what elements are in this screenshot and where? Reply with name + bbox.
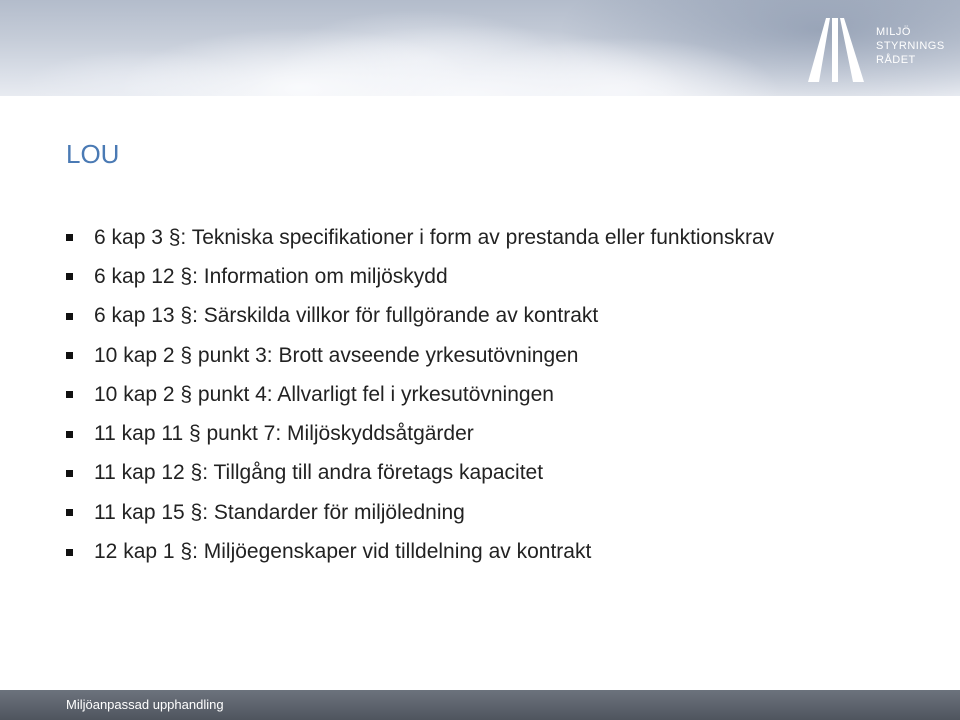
footer-bar xyxy=(0,690,960,720)
logo-line: STYRNINGS xyxy=(876,40,945,52)
bullet-text: 10 kap 2 § punkt 3: Brott avseende yrkesutövningen xyxy=(94,343,579,367)
bullet-text: 11 kap 11 § punkt 7: Miljöskyddsåtgärder xyxy=(94,422,474,446)
square-bullet-icon xyxy=(66,273,73,280)
bullet-text: 11 kap 12 §: Tillgång till andra företags kapacitet xyxy=(94,461,544,485)
bullet-text: 11 kap 15 §: Standarder för miljöledning xyxy=(94,500,465,524)
bullet-item xyxy=(66,336,906,375)
square-bullet-icon xyxy=(66,431,73,438)
bullet-item xyxy=(66,375,906,414)
square-bullet-icon xyxy=(66,509,73,516)
bullet-item xyxy=(66,257,906,296)
bullet-item xyxy=(66,532,906,571)
bullet-item xyxy=(66,297,906,336)
square-bullet-icon xyxy=(66,470,73,477)
square-bullet-icon xyxy=(66,313,73,320)
bullet-text: 6 kap 3 §: Tekniska specifikationer i form av prestanda eller funktionskrav xyxy=(94,225,775,249)
square-bullet-icon xyxy=(66,549,73,556)
bullet-text: 10 kap 2 § punkt 4: Allvarligt fel i yrkesutövningen xyxy=(94,382,554,406)
logo-line: RÅDET xyxy=(876,54,916,66)
bullet-item xyxy=(66,493,906,532)
bullet-list xyxy=(66,218,906,572)
bullet-text: 6 kap 13 §: Särskilda villkor för fullgörande av kontrakt xyxy=(94,304,599,328)
bullet-item xyxy=(66,454,906,493)
square-bullet-icon xyxy=(66,352,73,359)
bullet-text: 12 kap 1 §: Miljöegenskaper vid tilldelning av kontrakt xyxy=(94,540,592,564)
logo-line: MILJÖ xyxy=(876,26,911,38)
logo-text xyxy=(876,26,945,67)
bullet-item xyxy=(66,218,906,257)
slide-title: LOU xyxy=(66,139,120,169)
bullet-text: 6 kap 12 §: Information om miljöskydd xyxy=(94,264,448,288)
square-bullet-icon xyxy=(66,391,73,398)
miljostyrningsradet-logo-icon xyxy=(806,16,866,82)
sky-header-banner xyxy=(0,0,960,96)
footer-text: Miljöanpassad upphandling xyxy=(66,697,224,712)
square-bullet-icon xyxy=(66,234,73,241)
logo xyxy=(806,16,946,86)
bullet-item xyxy=(66,414,906,453)
